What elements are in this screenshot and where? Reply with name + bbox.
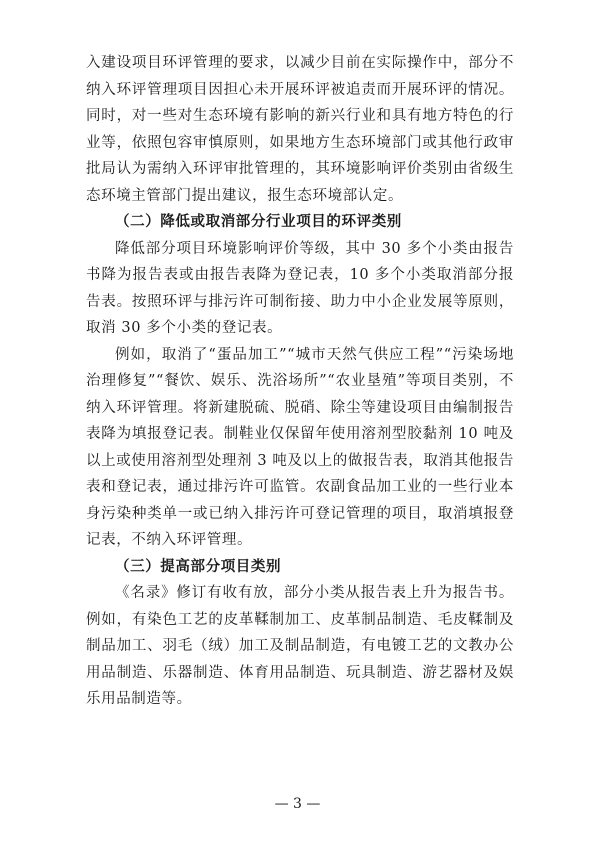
paragraph-lower-categories: 降低部分项目环境影响评价等级，其中 30 多个小类由报告书降为报告表或由报告表降为登记表，10 多个小类取消部分报告表。按照环评与排污许可制衔接、助力中小企业发展等原则，取消 30 多个小类的登记表。: [86, 240, 514, 336]
paragraph-continuation: 入建设项目环评管理的要求，以减少目前在实际操作中，部分不纳入环评管理项目因担心未开展环评被追责而开展环评的情况。同时，对一些对生态环境有影响的新兴行业和具有地方特色的行业等，依照包容审慎原则，如果地方生态环境部门或其他行政审批局认为需纳入环评审批管理的，其环境影响评价类别由省级生态环境主管部门提出建议，报生态环境部认定。: [86, 55, 514, 204]
paragraph-raise-categories: 《名录》修订有收有放，部分小类从报告表上升为报告书。例如，有染色工艺的皮革鞣制加工、皮革制品制造、毛皮鞣制及制品加工、羽毛（绒）加工及制品制造，有电镀工艺的文教办公用品制造、乐器制造、体育用品制造、玩具制造、游艺器材及娱乐用品制造等。: [86, 585, 514, 707]
document-body: [86, 50, 514, 713]
section-heading-2: （二）降低或取消部分行业项目的环评类别: [115, 214, 402, 230]
section-heading-3: （三）提高部分项目类别: [115, 558, 282, 575]
paragraph-examples: 例如，取消了“蛋品加工”“城市天然气供应工程”“污染场地治理修复”“餐饮、娱乐、洗浴场所”“农业垦殖”等项目类别，不纳入环评管理。将新建脱硫、脱硝、除尘等建设项目由编制报告表降为填报登记表。制鞋业仅保留年使用溶剂型胶黏剂 10 吨及以上或使用溶剂型处理剂 3 吨及以上的做报告表，取消其他报告表和登记表，通过排污许可监管。农副食品加工业的一些行业本身污染种类单一或已纳入排污许可登记管理的项目，取消填报登记表，不纳入环评管理。: [86, 346, 514, 548]
page-number: — 3 —: [274, 796, 321, 812]
